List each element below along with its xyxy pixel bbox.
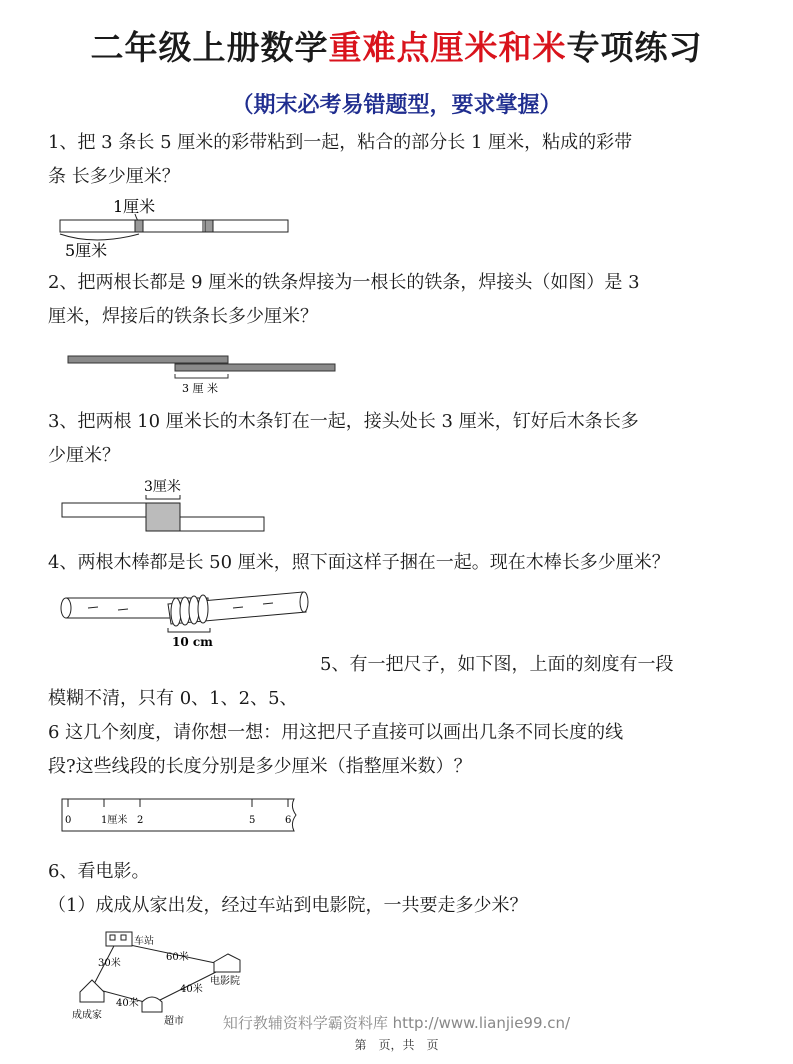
question-2-bar-2 [175,364,335,371]
question-3-overlap [146,503,180,531]
ruler-tick-5: 5 [249,815,256,826]
ruler-tick-0: 0 [65,815,72,826]
page-title: 二年级上册数学重难点厘米和米专项练习 [90,28,703,67]
question-4-rope [171,598,181,626]
page-number: 第 页，共 页 [354,1038,439,1052]
distance-station-cinema: 60米 [166,952,189,963]
question-3-overlap-label: 3厘米 [144,479,181,495]
home-label: 成成家 [72,1010,102,1021]
question-3-line-2: 少厘米？ [48,445,120,466]
question-4-line-1: 4、两根木棒都是长 50 厘米，照下面这样子捆在一起。现在木棒长多少厘米？ [48,552,670,573]
question-6-sub-1: （1）成成从家出发，经过车站到电影院，一共要走多少米？ [48,895,528,916]
question-1-length-label: 5厘米 [65,241,108,260]
question-2-overlap-label: 3 厘 米 [182,382,218,395]
question-2-figure [60,350,350,400]
cinema-label: 电影院 [210,976,240,987]
question-1-line-2: 条 长多少厘米？ [48,166,180,187]
station-label: 车站 [134,936,154,947]
footer-watermark: 知行教辅资料学霸资料库 http://www.lianjie99.cn/ [222,1014,571,1032]
question-1-overlap-label: 1厘米 [113,197,156,216]
distance-market-cinema: 40米 [180,984,203,995]
cinema-icon [214,954,240,972]
question-1-line-1: 1、把 3 条长 5 厘米的彩带粘到一起，粘合的部分长 1 厘米，粘成的彩带 [48,132,633,153]
question-1-overlap-1 [135,220,143,232]
ruler-tick-1: 1厘米 [101,815,128,826]
question-3-figure [58,475,273,537]
question-4-rope-label: 10 cm [172,635,213,649]
question-2-bar-1 [68,356,228,363]
ruler-figure [58,795,303,835]
ruler-tick-6: 6 [285,815,292,826]
market-icon [142,997,162,1012]
question-2-line-2: 厘米，焊接后的铁条长多少厘米？ [48,306,318,327]
question-6-title: 6、看电影。 [48,861,150,882]
market-label: 超市 [164,1016,184,1027]
question-5-line-3: 6 这几个刻度，请你想一想：用这把尺子直接可以画出几条不同长度的线 [48,722,624,743]
question-2 [48,266,748,334]
question-4-figure [58,586,318,652]
home-icon [80,980,104,1002]
question-1 [48,126,748,194]
question-3 [48,405,748,473]
question-5 [48,682,748,784]
question-5-line-4: 段?这些线段的长度分别是多少厘米（指整厘米数）？ [48,756,472,777]
question-1-strip [60,220,288,232]
question-3-line-1: 3、把两根 10 厘米长的木条钉在一起，接头处长 3 厘米，钉好后木条长多 [48,411,639,432]
distance-home-market: 40米 [116,998,139,1009]
question-5-line-2: 模糊不清，只有 0、1、2、5、 [48,688,298,709]
question-2-bracket [175,374,228,378]
ruler [62,799,296,831]
question-1-brace [60,234,139,240]
question-6 [48,855,748,923]
ruler-tick-2: 2 [137,815,144,826]
question-4 [48,546,748,580]
question-5-line-1: 5、有一把尺子，如下图，上面的刻度有一段 [320,654,674,675]
question-2-line-1: 2、把两根长都是 9 厘米的铁条焊接为一根长的铁条，焊接头（如图）是 3 [48,272,640,293]
page-subtitle: （期末必考易错题型，要求掌握） [231,93,562,118]
distance-home-station: 30米 [98,958,121,969]
question-1-overlap-2 [205,220,213,232]
question-1-figure [55,192,295,262]
